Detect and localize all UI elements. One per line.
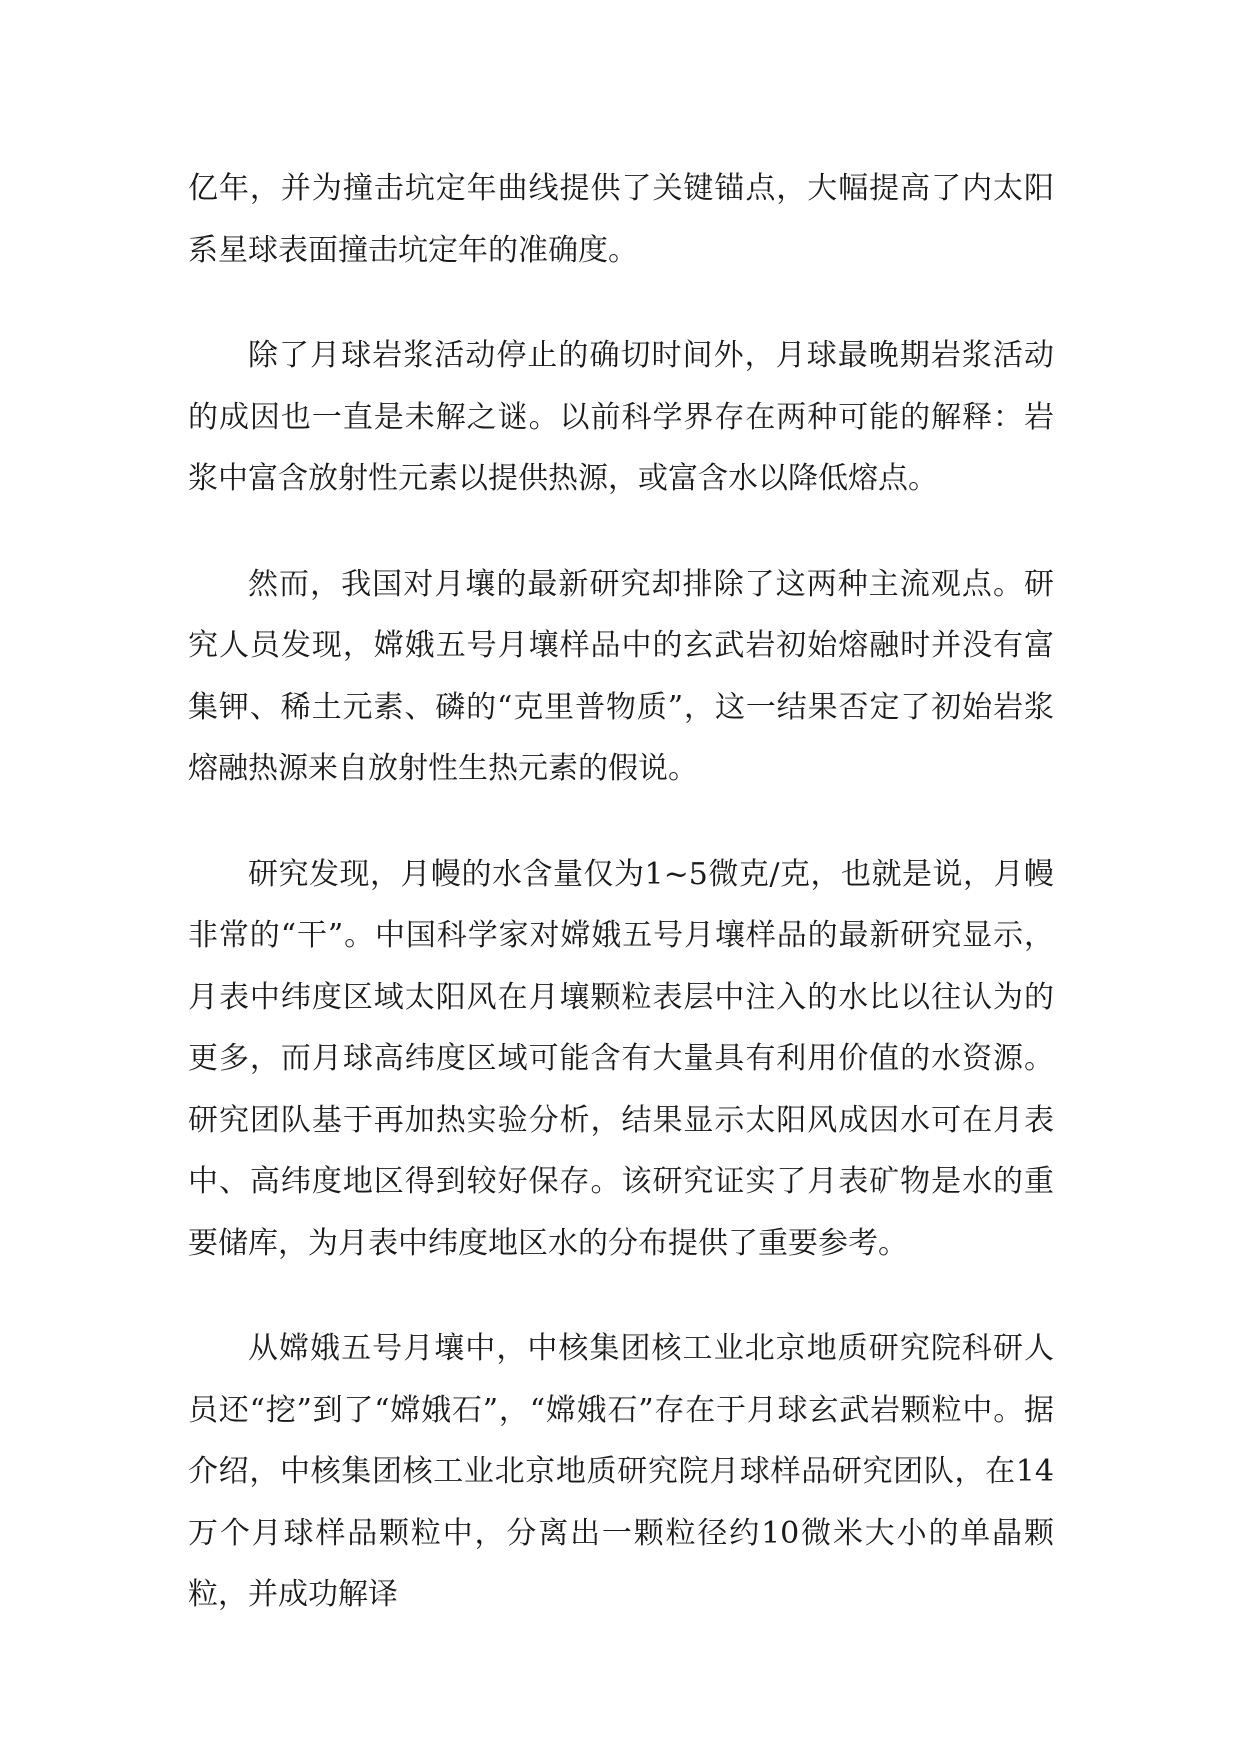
paragraph-continued: 亿年，并为撞击坑定年曲线提供了关键锚点，大幅提高了内太阳系星球表面撞击坑定年的准确度。: [188, 171, 1054, 268]
paragraph-magma-origin: 除了月球岩浆活动停止的确切时间外，月球最晚期岩浆活动的成因也一直是未解之谜。以前科学界存在两种可能的解释：岩浆中富含放射性元素以提供热源，或富含水以降低熔点。: [188, 338, 1054, 496]
paragraph-changesite: 从嫦娥五号月壤中，中核集团核工业北京地质研究院科研人员还“挖”到了“嫦娥石”，“嫦娥石”存在于月球玄武岩颗粒中。据介绍，中核集团核工业北京地质研究院月球样品研究团队，在14万个月球样品颗粒中，分离出一颗粒径约10微米大小的单晶颗粒，并成功解译: [188, 1331, 1054, 1612]
paragraph-kreep-finding: 然而，我国对月壤的最新研究却排除了这两种主流观点。研究人员发现，嫦娥五号月壤样品中的玄武岩初始熔融时并没有富集钾、稀土元素、磷的“克里普物质”，这一结果否定了初始岩浆熔融热源来自放射性生热元素的假说。: [188, 566, 1054, 786]
document-body: [188, 158, 1054, 1670]
paragraph-water-content: 研究发现，月幔的水含量仅为1~5微克/克，也就是说，月幔非常的“干”。中国科学家对嫦娥五号月壤样品的最新研究显示，月表中纬度区域太阳风在月壤颗粒表层中注入的水比以往认为的更多，而月球高纬度区域可能含有大量具有利用价值的水资源。研究团队基于再加热实验分析，结果显示太阳风成因水可在月表中、高纬度地区得到较好保存。该研究证实了月表矿物是水的重要储库，为月表中纬度地区水的分布提供了重要参考。: [188, 856, 1054, 1261]
